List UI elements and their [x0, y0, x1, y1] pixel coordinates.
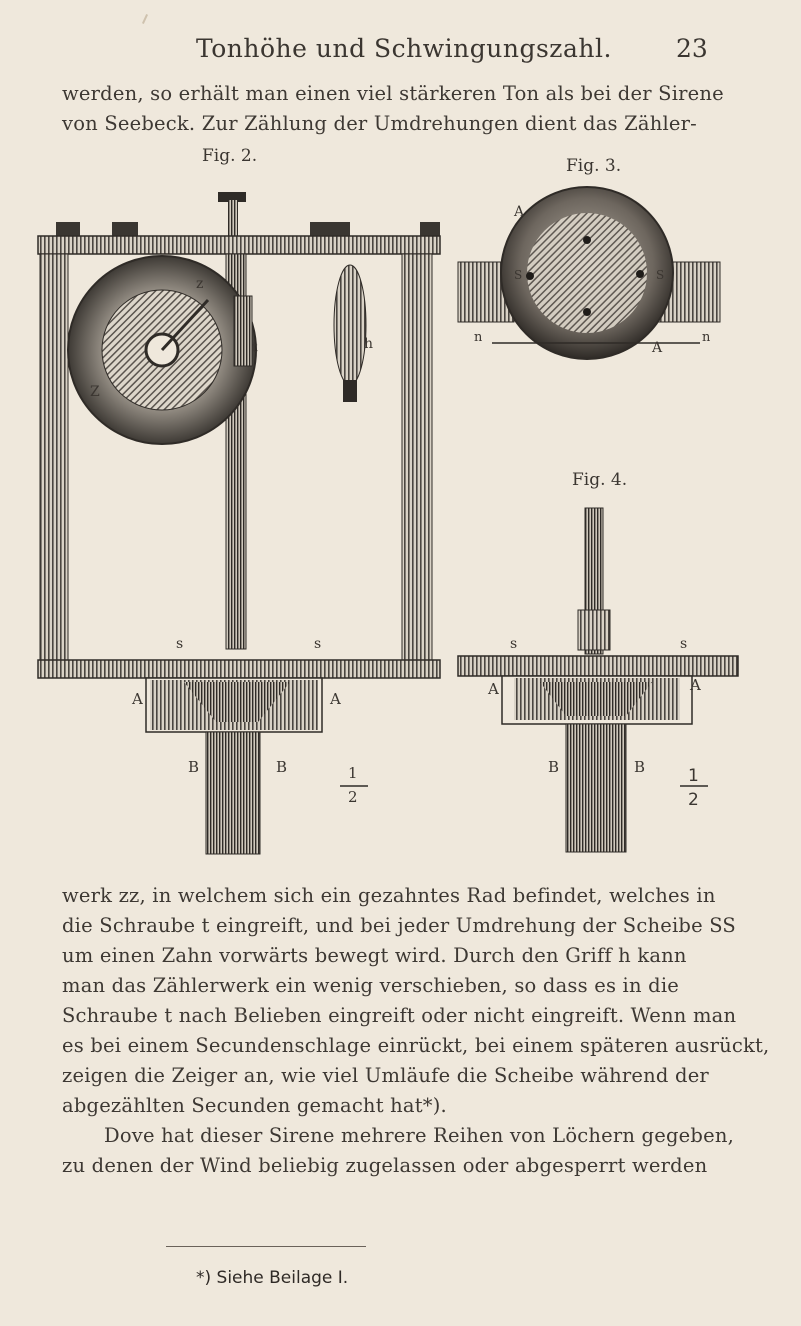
fig2-label-h: h	[364, 336, 374, 352]
footnote: *) Siehe Beilage I.	[196, 1268, 349, 1288]
body-text-line: zu denen der Wind beliebig zugelassen oder abgesperrt werden	[62, 1154, 708, 1177]
body-text-line: von Seebeck. Zur Zählung der Umdrehungen dient das Zähler-	[62, 112, 697, 135]
fig3-label-s-right: S	[656, 268, 665, 282]
fig3-label-n-left: n	[474, 330, 483, 345]
fig3-label-a-top: A	[514, 204, 525, 220]
fig4-label-a-left: A	[488, 680, 499, 698]
fig2-label-s-left: s	[176, 636, 184, 652]
body-text-line: zeigen die Zeiger an, wie viel Umläufe die Scheibe während der	[62, 1064, 709, 1087]
figure-2-caption: Fig. 2.	[202, 146, 258, 166]
fig2-label-b-left: B	[188, 758, 200, 776]
body-text-line: es bei einem Secundenschlage einrückt, bei einem späteren ausrückt,	[62, 1034, 770, 1057]
fig2-label-s-right: s	[314, 636, 322, 652]
body-text-line: werden, so erhält man einen viel stärkeren Ton als bei der Sirene	[62, 82, 724, 105]
fig4-scale-numerator: 1	[688, 766, 699, 786]
figure-3-drawing	[458, 187, 720, 359]
fig3-label-a-bottom: A	[652, 340, 663, 356]
body-text-line: um einen Zahn vorwärts bewegt wird. Durch den Griff h kann	[62, 944, 687, 967]
fig2-label-a-left: A	[132, 690, 143, 708]
fig2-scale-denominator: 2	[348, 788, 358, 806]
fig2-label-a-right: A	[330, 690, 341, 708]
figure-2-drawing	[38, 192, 440, 854]
fig4-label-s-left: s	[510, 636, 518, 652]
fig2-scale-numerator: 1	[348, 764, 358, 782]
body-text-line: man das Zählerwerk ein wenig verschieben, so dass es in die	[62, 974, 680, 997]
body-text-line: Dove hat dieser Sirene mehrere Reihen von Löchern gegeben,	[104, 1124, 734, 1147]
fig2-label-t: t	[252, 340, 258, 356]
fig2-label-b-right: B	[276, 758, 288, 776]
body-text-line: die Schraube t eingreift, und bei jeder Umdrehung der Scheibe SS	[62, 914, 736, 937]
body-text-line: werk zz, in welchem sich ein gezahntes Rad befindet, welches in	[62, 884, 716, 907]
body-text-line: abgezählten Secunden gemacht hat*).	[62, 1094, 447, 1117]
running-header: Tonhöhe und Schwingungszahl.	[196, 34, 612, 63]
figure-3-caption: Fig. 3.	[566, 156, 622, 176]
fig4-scale-denominator: 2	[688, 790, 699, 810]
fig4-label-a-right: A	[690, 676, 701, 694]
page-number: 23	[676, 34, 708, 63]
fig4-label-s-right: s	[680, 636, 688, 652]
fig2-label-z-top: z	[196, 276, 204, 292]
fig4-label-b-right: B	[634, 758, 646, 776]
fig3-label-s-left: S	[514, 268, 523, 282]
figure-4-caption: Fig. 4.	[572, 470, 628, 490]
fig4-label-b-left: B	[548, 758, 560, 776]
fig3-label-n-right: n	[702, 330, 711, 345]
footnote-divider	[166, 1246, 366, 1247]
fig2-label-z-bottom: Z	[90, 384, 100, 400]
body-text-line: Schraube t nach Belieben eingreift oder nicht eingreift. Wenn man	[62, 1004, 737, 1027]
